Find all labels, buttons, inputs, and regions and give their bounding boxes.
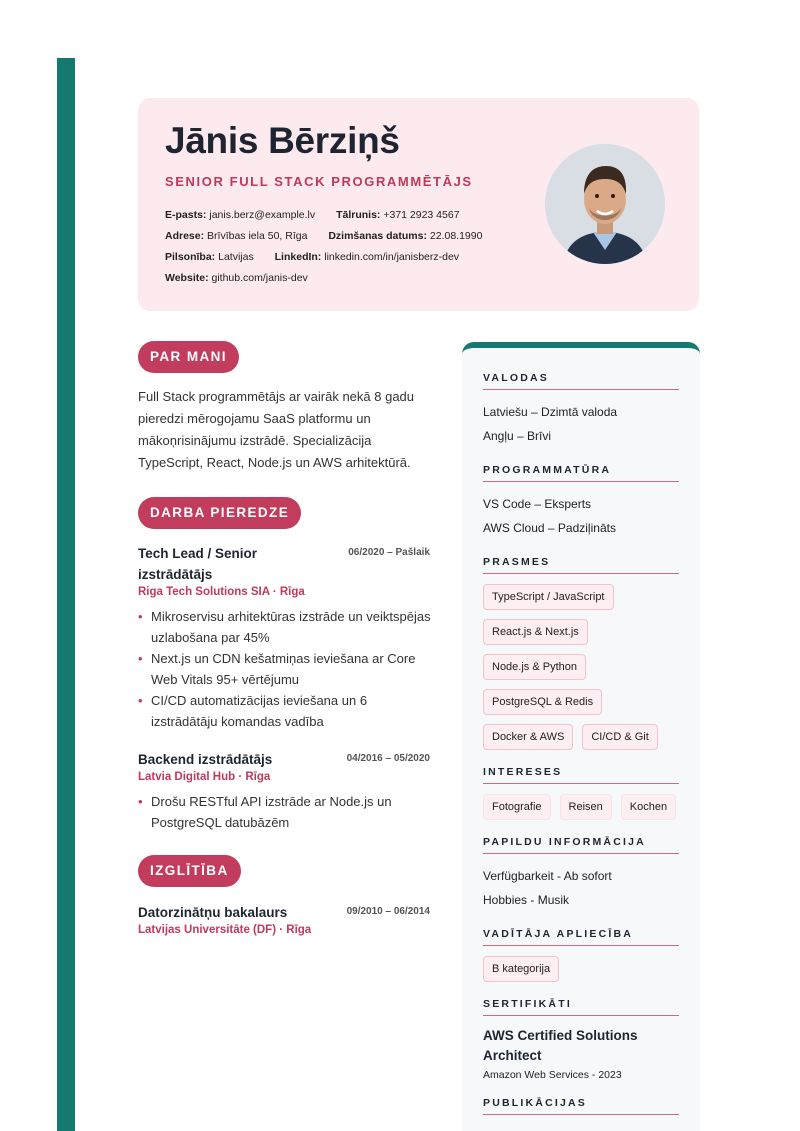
contact-line xyxy=(165,208,545,229)
software-item: VS Code – Eksperts xyxy=(483,497,592,511)
job-dates: 06/2020 – Pašlaik xyxy=(348,547,430,558)
certificate-issuer: Amazon Web Services - 2023 xyxy=(483,1069,622,1081)
contact-email xyxy=(165,209,315,221)
job-title: Tech Lead / Senior izstrādātājs xyxy=(138,546,258,582)
sidebar-section-languages xyxy=(483,372,679,448)
job-dates: 04/2016 – 05/2020 xyxy=(346,753,430,764)
portrait-image xyxy=(545,144,665,264)
contact-value: Brīvības iela 50, Rīga xyxy=(207,230,308,242)
sidebar-title: INTERESES xyxy=(483,766,679,784)
list-item: • Mikroservisu arhitektūras izstrāde un veiktspējas uzlabošana par 45% xyxy=(138,606,432,648)
section-title-education: IZGLĪTĪBA xyxy=(138,855,241,887)
contact-label: Tālrunis: xyxy=(336,209,381,221)
job-organization: Riga Tech Solutions SIA · Rīga xyxy=(138,586,305,598)
additional-item: Verfügbarkeit - Ab sofort xyxy=(483,869,612,883)
contact-linkedin[interactable] xyxy=(275,251,459,263)
sidebar-section-license xyxy=(483,928,679,982)
skill-tag: Docker & AWS xyxy=(483,724,573,750)
job-achievements xyxy=(138,606,432,732)
sidebar-title: SERTIFIKĀTI xyxy=(483,998,679,1016)
contact-label: Website: xyxy=(165,272,209,284)
license-tag: B kategorija xyxy=(483,956,559,982)
degree-title: Datorzinātņu bakalaurs xyxy=(138,905,288,920)
skill-tag: CI/CD & Git xyxy=(582,724,657,750)
additional-item: Hobbies - Musik xyxy=(483,893,570,907)
contact-phone xyxy=(336,209,459,221)
section-title-about: PAR MANI xyxy=(138,341,239,373)
interest-tag: Reisen xyxy=(560,794,612,820)
list-item: • Next.js un CDN kešatmiņas ieviešana ar Core Web Vitals 95+ vērtējumu xyxy=(138,648,432,690)
interest-tag: Kochen xyxy=(621,794,676,820)
sidebar-title: PROGRAMMATŪRA xyxy=(483,464,679,482)
sidebar-section-skills xyxy=(483,556,679,750)
interest-tag: Fotografie xyxy=(483,794,551,820)
contact-value[interactable]: linkedin.com/in/janisberz-dev xyxy=(324,251,460,263)
sidebar-section-interests xyxy=(483,766,679,820)
skill-tag: React.js & Next.js xyxy=(483,619,588,645)
sidebar-section-publications xyxy=(483,1097,679,1115)
sidebar-section-additional xyxy=(483,836,679,912)
contact-value[interactable]: github.com/janis-dev xyxy=(211,272,308,284)
language-item: Latviešu – Dzimtā valoda xyxy=(483,405,618,419)
sidebar xyxy=(462,342,700,1131)
sidebar-section-certificates xyxy=(483,998,679,1081)
job-entry xyxy=(138,543,432,732)
job-organization: Latvia Digital Hub · Rīga xyxy=(138,771,271,783)
profile-photo xyxy=(545,144,665,264)
education-institution: Latvijas Universitāte (DF) · Rīga xyxy=(138,924,312,936)
language-item: Angļu – Brīvi xyxy=(483,429,552,443)
about-text: Full Stack programmētājs ar vairāk nekā 8 gadu pieredzi mērogojamu SaaS platformu un mākoņrisinājumu izstrādē. Specializācija TypeScript, React, Node.js un AWS arhitektūrā. xyxy=(138,389,415,470)
contact-line xyxy=(165,229,545,250)
main-column xyxy=(138,341,432,936)
education-entry xyxy=(138,902,432,936)
license-tags xyxy=(483,956,679,982)
job-header xyxy=(138,749,432,770)
contact-value: +371 2923 4567 xyxy=(383,209,460,221)
sidebar-title: PAPILDU INFORMĀCIJA xyxy=(483,836,679,854)
section-title-experience: DARBA PIEREDZE xyxy=(138,497,301,529)
contact-label: Dzimšanas datums: xyxy=(328,230,427,242)
skill-tag: Node.js & Python xyxy=(483,654,586,680)
contact-label: Adrese: xyxy=(165,230,205,242)
accent-bar xyxy=(57,58,75,1131)
list-item: • CI/CD automatizācijas ieviešana un 6 izstrādātāju komandas vadība xyxy=(138,690,432,732)
contact-birthdate xyxy=(328,230,482,242)
contact-value: Latvijas xyxy=(218,251,254,263)
job-header xyxy=(138,543,432,585)
candidate-name: Jānis Bērziņš xyxy=(165,120,400,161)
resume-header xyxy=(138,98,699,311)
contact-citizenship xyxy=(165,251,254,263)
sidebar-title: PRASMES xyxy=(483,556,679,574)
sidebar-title: VADĪTĀJA APLIECĪBA xyxy=(483,928,679,946)
certificate-title: AWS Certified Solutions Architect xyxy=(483,1028,638,1063)
interest-tags xyxy=(483,794,679,820)
job-achievements xyxy=(138,791,432,833)
skill-tag: PostgreSQL & Redis xyxy=(483,689,602,715)
job-entry xyxy=(138,749,432,833)
list-item: • Drošu RESTful API izstrāde ar Node.js un PostgreSQL datubāzēm xyxy=(138,791,432,833)
contact-label: Pilsonība: xyxy=(165,251,216,263)
contact-website[interactable] xyxy=(165,272,308,284)
skill-tags xyxy=(483,584,663,750)
contact-value: janis.berz@example.lv xyxy=(209,209,316,221)
contact-value: 22.08.1990 xyxy=(429,230,483,242)
contact-line xyxy=(165,271,545,292)
contact-address xyxy=(165,230,307,242)
sidebar-title: PUBLIKĀCIJAS xyxy=(483,1097,679,1115)
job-role: SENIOR FULL STACK PROGRAMMĒTĀJS xyxy=(165,174,473,189)
skill-tag: TypeScript / JavaScript xyxy=(483,584,614,610)
job-title: Backend izstrādātājs xyxy=(138,752,273,767)
education-header xyxy=(138,902,432,923)
contact-info xyxy=(165,208,545,292)
education-dates: 09/2010 – 06/2014 xyxy=(346,906,430,917)
sidebar-section-software xyxy=(483,464,679,540)
software-item: AWS Cloud – Padziļināts xyxy=(483,521,616,535)
sidebar-title: VALODAS xyxy=(483,372,679,390)
contact-label: LinkedIn: xyxy=(274,251,322,263)
contact-line xyxy=(165,250,545,271)
contact-label: E-pasts: xyxy=(165,209,207,221)
